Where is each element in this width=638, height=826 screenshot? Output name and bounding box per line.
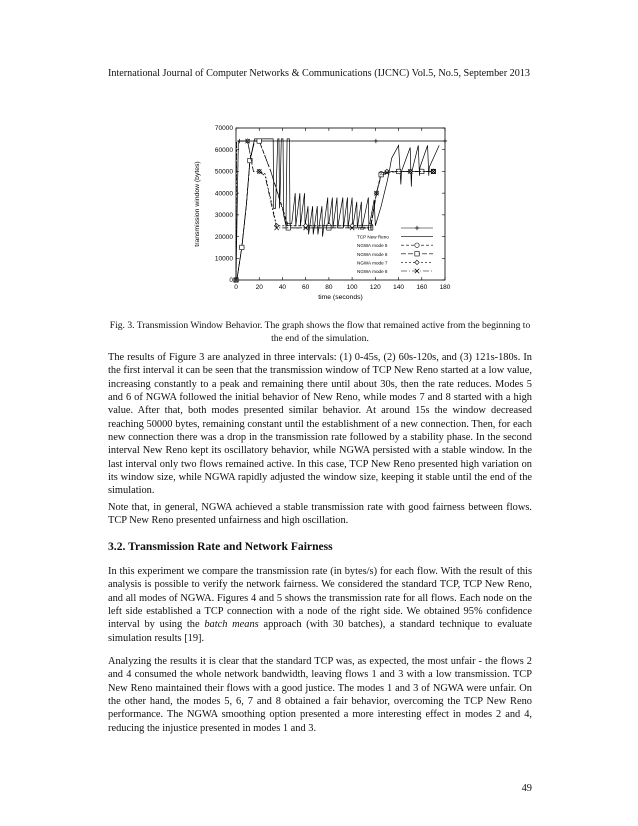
- series-5-point: [303, 224, 307, 228]
- series-5-point: [350, 224, 354, 228]
- y-tick-label: 60000: [214, 146, 233, 154]
- results-paragraph: [108, 351, 532, 498]
- paragraph-2: Note that, in general, NGWA achieved a stable transmission rate with good fairness between flows. TCP New Reno presented unfairness and high oscillation.: [108, 502, 532, 527]
- paragraph-3-part-a: In this experiment we compare the transmission rate (in bytes/s) for each flow. With the result of this analysis is possible to verify the network fairness. We considered the standard TCP, TCP New Reno, and all modes of NGWA. Figures 4 and 5 shows the transmission rate for all flows. Each node on the left side established a TCP connection with a node of the right side. We obtained 95% confidence interval by using the: [108, 566, 532, 631]
- y-tick-label: 0: [229, 277, 233, 285]
- series-line-4: [236, 141, 433, 280]
- section-paragraph-1: [108, 565, 532, 645]
- section-paragraph-2: [108, 655, 532, 735]
- x-tick-label: 160: [416, 284, 428, 291]
- legend-marker: [415, 260, 419, 264]
- x-tick-label: 60: [302, 284, 310, 291]
- page-number: 49: [521, 783, 532, 794]
- paragraph-3-part-b: approach (with 30 batches), a standard technique to evaluate simulation results [19].: [108, 619, 532, 644]
- transmission-window-chart: [188, 120, 458, 306]
- x-tick-label: 80: [325, 284, 333, 291]
- x-axis-label: time (seconds): [318, 294, 363, 301]
- legend-label: NGWA mode 6: [357, 251, 388, 257]
- series-4-point: [240, 245, 244, 249]
- y-tick-label: 70000: [214, 125, 233, 133]
- series-line-6: [236, 141, 433, 280]
- y-tick-label: 40000: [214, 190, 233, 198]
- series-1-point: [374, 139, 378, 143]
- x-tick-label: 120: [369, 284, 381, 291]
- legend-label: NGWA mode 5: [357, 243, 388, 249]
- x-tick-label: 140: [393, 284, 404, 291]
- legend-marker: [415, 252, 419, 256]
- series-1-point: [443, 139, 447, 143]
- journal-header: International Journal of Computer Networks & Communications (IJCNC) Vol.5, No.5, September 2013: [107, 68, 531, 79]
- y-tick-label: 30000: [214, 212, 233, 220]
- series-4-point: [257, 139, 261, 143]
- y-tick-label: 20000: [214, 233, 233, 241]
- legend-label: NGWA mode 8: [357, 269, 388, 274]
- summary-paragraph: [108, 501, 532, 528]
- y-axis-label: transmission window (bytes): [194, 161, 201, 247]
- legend-marker: [415, 226, 419, 230]
- y-tick-label: 50000: [214, 168, 233, 176]
- x-tick-label: 100: [346, 284, 358, 291]
- x-tick-label: 40: [278, 284, 287, 291]
- y-tick-label: 10000: [214, 255, 233, 263]
- x-tick-label: 20: [255, 284, 263, 291]
- paragraph-1: The results of Figure 3 are analyzed in three intervals: (1) 0-45s, (2) 60s-120s, and (3) 121s-180s. In the first interval it can be seen that the transmission window of TCP New Reno started at a low value, increasing constantly to a peak and remaining there until about 30s, then the rate reduces. Modes 5 and 6 of NGWA followed the initial behavior of New Reno, while modes 7 and 8 started with a high value. After that, both modes presented similar behavior. At around 15s the window decreased reaching 50000 bytes, remaining constant until the establishment of a new connection. Then, for each new connection there was a drop in the transmission rate followed by a stability phase. In the second interval New Reno kept its oscillatory behavior, while NGWA persisted with a stable window. In the last interval only two flows remained active. In this case, TCP New Reno presented high variation on its window size, while NGWA rapidly adjusted the window size, keeping it stable until the end of the simulation.: [108, 352, 532, 497]
- series-line-5: [236, 141, 433, 280]
- batch-means-term: batch means: [204, 619, 259, 631]
- paragraph-3: [108, 565, 532, 645]
- x-tick-label: 0: [234, 284, 238, 291]
- section-title: 3.2. Transmission Rate and Network Fairness: [108, 540, 333, 553]
- paragraph-4: Analyzing the results it is clear that the standard TCP was, as expected, the most unfair - the flows 2 and 4 consumed the whole network bandwidth, leaving flows 1 and 3 with a low transmission. TCP New Reno maintained their flows with a good justice. The modes 1 and 3 of NGWA were unfair. On the other hand, the modes 5, 6, 7 and 8 obtained a fair behavior, overcoming the TCP New Reno performance. The NGWA smoothing option presented a more interesting effect in modes 2 and 4, reducing the injustice presented in modes 1 and 3.: [108, 656, 532, 734]
- figure-caption: Fig. 3. Transmission Window Behavior. The graph shows the flow that remained active from the beginning to the end of the simulation.: [109, 320, 531, 344]
- legend-label: TCP Tifi: [357, 226, 374, 231]
- legend-label: TCP New Reno: [357, 234, 389, 240]
- series-line-3: [236, 141, 433, 280]
- legend-label: NGWA mode 7: [357, 260, 388, 266]
- legend-marker: [415, 243, 419, 247]
- x-tick-label: 180: [439, 284, 451, 291]
- plot-frame: [236, 128, 445, 280]
